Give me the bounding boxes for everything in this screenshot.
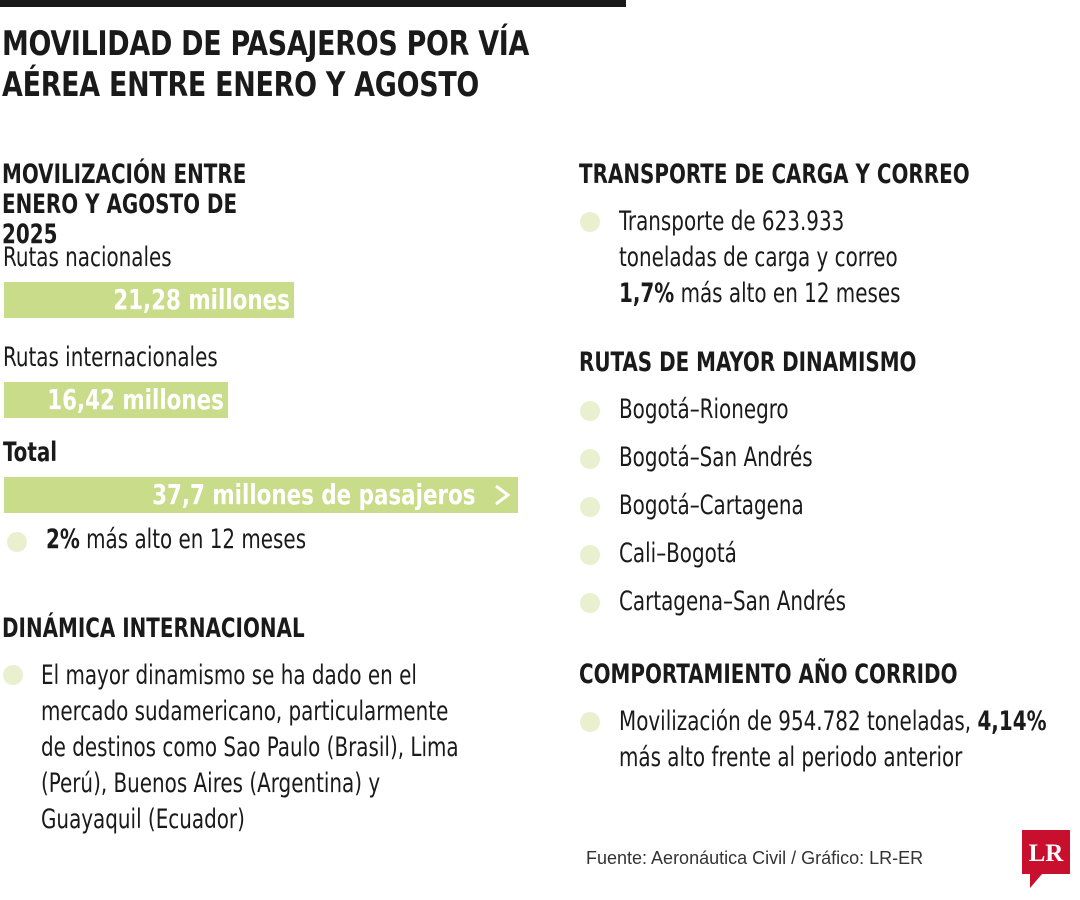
growth-text: [46, 525, 306, 555]
top-rule: [0, 0, 626, 7]
carga-line1: Transporte de 623.933: [619, 206, 845, 237]
rutas-heading: RUTAS DE MAYOR DINAMISMO: [579, 347, 917, 378]
bar-label-internacionales: Rutas internacionales: [3, 342, 218, 373]
comportamiento-text: [619, 704, 1078, 776]
comportamiento-line1: [619, 704, 1078, 740]
route-item: Cartagena–San Andrés: [619, 586, 847, 617]
bar-label-nacionales: Rutas nacionales: [3, 242, 172, 273]
route-item: Cali–Bogotá: [619, 538, 737, 569]
comportamiento-line2: más alto frente al periodo anterior: [619, 742, 963, 773]
carga-line2: toneladas de carga y correo: [619, 242, 898, 273]
bar-value-nacionales: 21,28 millones: [113, 283, 290, 316]
carga-heading: TRANSPORTE DE CARGA Y CORREO: [579, 159, 970, 190]
carga-growth-rest: más alto en 12 meses: [674, 278, 901, 309]
comportamiento-heading: COMPORTAMIENTO AÑO CORRIDO: [579, 659, 958, 690]
bullet-icon: [580, 449, 600, 469]
comportamiento-line1-text: Movilización de 954.782 toneladas,: [619, 706, 978, 737]
carga-line3: [619, 276, 1045, 312]
carga-growth-value: 1,7%: [619, 278, 675, 309]
route-item: Bogotá–Rionegro: [619, 394, 789, 425]
chevron-right-icon: [490, 483, 514, 507]
dinamica-heading: DINÁMICA INTERNACIONAL: [2, 613, 305, 644]
growth-value: 2%: [46, 524, 80, 555]
source-credit: Fuente: Aeronáutica Civil / Gráfico: LR-ER: [586, 848, 924, 868]
comportamiento-growth-value: 4,14%: [977, 706, 1047, 737]
route-item: Bogotá–San Andrés: [619, 442, 813, 473]
bullet-icon: [580, 401, 600, 421]
bar-total: [4, 477, 518, 513]
growth-rest: más alto en 12 meses: [79, 524, 307, 555]
logo-text: LR: [1028, 840, 1064, 867]
bar-nacionales: [4, 282, 294, 318]
bullet-icon: [580, 497, 600, 517]
bullet-icon: [3, 665, 23, 685]
bar-value-internacionales: 16,42 millones: [47, 383, 224, 416]
bullet-icon: [580, 212, 600, 232]
movilizacion-heading: MOVILIZACIÓN ENTRE ENERO Y AGOSTO DE 2025: [2, 159, 247, 250]
bullet-icon: [580, 593, 600, 613]
bullet-icon: [7, 532, 27, 552]
bar-value-total: 37,7 millones de pasajeros: [152, 478, 476, 511]
bullet-icon: [580, 545, 600, 565]
route-item: Bogotá–Cartagena: [619, 490, 804, 521]
page-title: MOVILIDAD DE PASAJEROS POR VÍA AÉREA ENTRE ENERO Y AGOSTO: [2, 24, 530, 105]
bar-label-total: Total: [3, 437, 58, 468]
lr-logo: [1022, 830, 1070, 888]
dinamica-text: El mayor dinamismo se ha dado en el mercado sudamericano, particularmente de destinos como Sao Paulo (Brasil), Lima (Perú), Buenos Aires (Argentina) y Guayaquil (Ecuador): [41, 660, 459, 835]
bar-internacionales: [4, 382, 228, 418]
bullet-icon: [580, 712, 600, 732]
carga-text: [619, 204, 1045, 312]
